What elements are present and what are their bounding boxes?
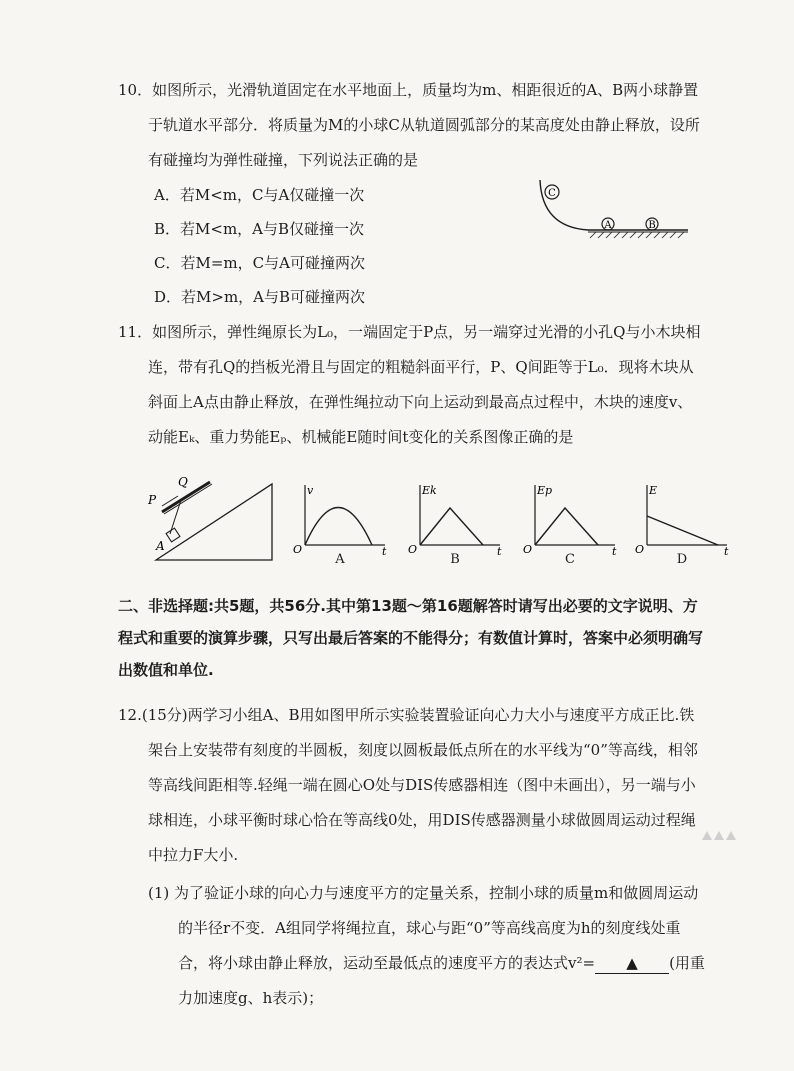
graph-b-ylabel: Ek	[422, 484, 437, 497]
graph-b-xlabel: t	[497, 545, 502, 555]
graph-c-ylabel: Ep	[537, 484, 553, 497]
graph-d-ylabel: E	[649, 484, 658, 497]
q10-stem-line2: 于轨道水平部分．将质量为M的小球C从轨道圆弧部分的某高度处由静止释放，设所	[148, 116, 700, 134]
graph-c-origin: O	[523, 543, 533, 555]
point-q-label: Q	[178, 475, 188, 489]
q12-sub1-line2: 的半径r不变．A组同学将绳拉直，球心与距“0”等高线高度为h的刻度线处重	[178, 919, 681, 937]
q12-line5: 中拉力F大小.	[148, 846, 239, 864]
q10-stem-line1: 10．如图所示，光滑轨道固定在水平地面上，质量均为m、相距很近的A、B两小球静置	[118, 81, 699, 99]
graph-b-option: B	[450, 552, 460, 567]
answer-blank[interactable]: ▲	[595, 953, 669, 974]
q11-stem-line1: 11．如图所示，弹性绳原长为L₀，一端固定于P点，另一端穿过光滑的小孔Q与小木块相	[118, 323, 701, 341]
q12-sub1-line3	[178, 953, 705, 974]
point-a-label: A	[156, 539, 165, 553]
ball-a-label: A	[604, 220, 612, 231]
point-p-label: P	[148, 493, 157, 507]
q10-option-a: A．若M<m，C与A仅碰撞一次	[154, 186, 365, 204]
q12-sub1-line4: 力加速度g、h表示)；	[178, 989, 324, 1007]
q12-line3: 等高线间距相等.轻绳一端在圆心O处与DIS传感器相连（图中未画出），另一端与小	[148, 776, 696, 794]
graph-d-option: D	[676, 552, 688, 567]
section2-line2: 程式和重要的演算步骤，只写出最后答案的不能得分；有数值计算时，答案中必须明确写	[118, 629, 704, 647]
section2-line1: 二、非选择题:共5题，共56分.其中第13题～第16题解答时请写出必要的文字说明、方	[118, 597, 698, 615]
graph-d	[632, 480, 732, 555]
q11-stem-line2: 连，带有孔Q的挡板光滑且与固定的粗糙斜面平行，P、Q间距等于L₀．现将木块从	[148, 358, 694, 376]
q10-option-c: C．若M=m，C与A可碰撞两次	[154, 254, 365, 272]
q11-stem-line4: 动能Eₖ、重力势能Eₚ、机械能E随时间t变化的关系图像正确的是	[148, 428, 574, 446]
q10-option-b: B．若M<m，A与B仅碰撞一次	[154, 220, 365, 238]
q12-sub1-line1: (1) 为了验证小球的向心力与速度平方的定量关系，控制小球的质量m和做圆周运动	[148, 884, 699, 902]
graph-b	[405, 480, 505, 555]
graph-c	[520, 480, 620, 555]
graph-c-option: C	[565, 552, 575, 567]
q11-incline-figure	[140, 470, 280, 570]
graph-d-xlabel: t	[724, 545, 729, 555]
section2-line3: 出数值和单位.	[118, 661, 214, 679]
graph-d-origin: O	[635, 543, 645, 555]
graph-a-origin: O	[293, 543, 303, 555]
q12-sub1-line3-post: (用重	[669, 954, 705, 972]
q12-line4: 球相连，小球平衡时球心恰在等高线0处，用DIS传感器测量小球做圆周运动过程绳	[148, 811, 696, 829]
ball-c-label: C	[548, 188, 556, 199]
q10-track-figure	[530, 172, 695, 242]
q10-stem-line3: 有碰撞均为弹性碰撞，下列说法正确的是	[148, 151, 419, 169]
q12-sub1-line3-text: 合，将小球由静止释放，运动至最低点的速度平方的表达式v²=	[178, 954, 596, 972]
watermark-triangles-icon	[700, 828, 740, 842]
graph-a	[290, 480, 390, 555]
graph-b-origin: O	[408, 543, 418, 555]
graph-a-xlabel: t	[382, 545, 387, 555]
ball-b-label: B	[648, 220, 656, 231]
q12-line1: 12.(15分)两学习小组A、B用如图甲所示实验装置验证向心力大小与速度平方成正比.铁	[118, 706, 695, 724]
graph-a-ylabel: v	[307, 484, 314, 497]
graph-a-option: A	[335, 552, 345, 567]
q10-option-d: D．若M>m，A与B可碰撞两次	[154, 288, 366, 306]
graph-c-xlabel: t	[612, 545, 617, 555]
q11-stem-line3: 斜面上A点由静止释放，在弹性绳拉动下向上运动到最高点过程中，木块的速度v、	[148, 393, 693, 411]
q12-line2: 架台上安装带有刻度的半圆板，刻度以圆板最低点所在的水平线为“0”等高线，相邻	[148, 741, 698, 759]
